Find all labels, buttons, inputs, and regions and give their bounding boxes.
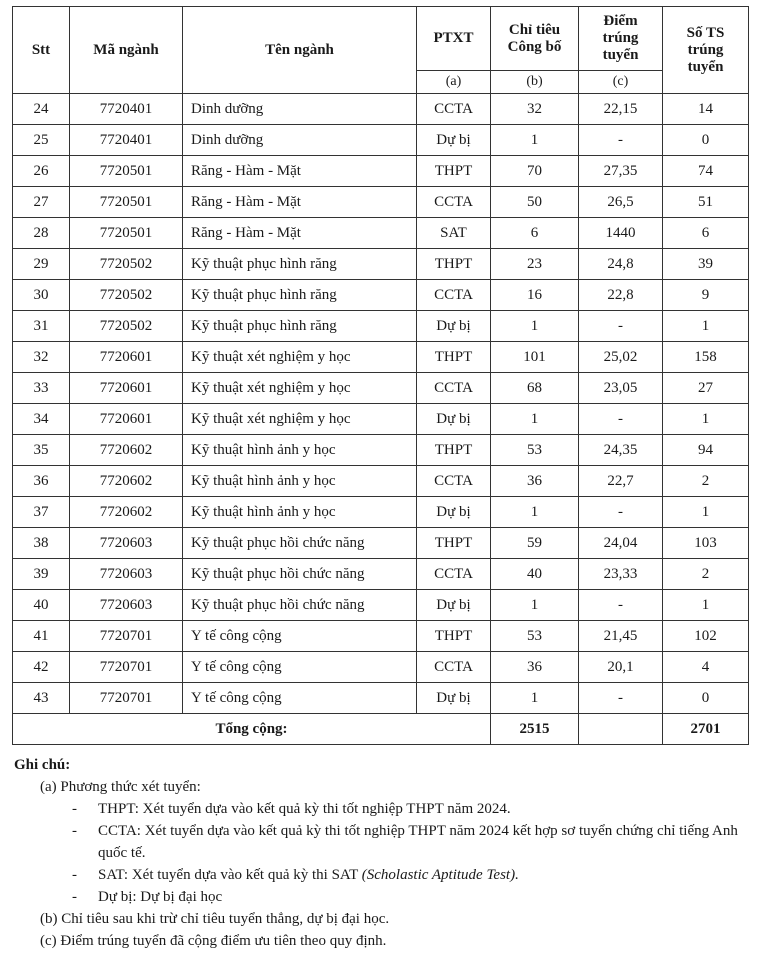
cell-code: 7720401 bbox=[70, 94, 183, 125]
cell-stt: 28 bbox=[13, 218, 70, 249]
cell-admitted: 1 bbox=[663, 590, 749, 621]
cell-stt: 31 bbox=[13, 311, 70, 342]
cell-admitted: 1 bbox=[663, 497, 749, 528]
cell-code: 7720603 bbox=[70, 590, 183, 621]
header-score-line1: Điểm bbox=[603, 13, 638, 29]
cell-score: 23,05 bbox=[579, 373, 663, 404]
cell-code: 7720601 bbox=[70, 373, 183, 404]
cell-stt: 40 bbox=[13, 590, 70, 621]
cell-quota: 1 bbox=[491, 497, 579, 528]
cell-code: 7720701 bbox=[70, 652, 183, 683]
cell-quota: 101 bbox=[491, 342, 579, 373]
table-row bbox=[13, 590, 749, 621]
cell-code: 7720502 bbox=[70, 311, 183, 342]
cell-score: 24,35 bbox=[579, 435, 663, 466]
cell-admitted: 74 bbox=[663, 156, 749, 187]
cell-method: THPT bbox=[417, 528, 491, 559]
total-label: Tổng cộng: bbox=[13, 714, 491, 745]
cell-method: THPT bbox=[417, 249, 491, 280]
cell-code: 7720603 bbox=[70, 559, 183, 590]
cell-code: 7720701 bbox=[70, 683, 183, 714]
cell-score: 26,5 bbox=[579, 187, 663, 218]
cell-quota: 32 bbox=[491, 94, 579, 125]
table-row bbox=[13, 528, 749, 559]
cell-admitted: 1 bbox=[663, 311, 749, 342]
cell-name: Răng - Hàm - Mặt bbox=[183, 156, 417, 187]
cell-quota: 16 bbox=[491, 280, 579, 311]
cell-quota: 6 bbox=[491, 218, 579, 249]
notes-title: Ghi chú: bbox=[14, 757, 71, 773]
cell-name: Kỹ thuật phục hồi chức năng bbox=[183, 590, 417, 621]
cell-quota: 1 bbox=[491, 311, 579, 342]
header-score-sub: (c) bbox=[579, 71, 663, 94]
table-row bbox=[13, 559, 749, 590]
cell-stt: 33 bbox=[13, 373, 70, 404]
cell-admitted: 2 bbox=[663, 559, 749, 590]
table-body bbox=[13, 94, 749, 714]
header-stt: Stt bbox=[13, 7, 70, 94]
cell-name: Kỹ thuật phục hình răng bbox=[183, 249, 417, 280]
header-admitted-line3: tuyển bbox=[687, 58, 724, 75]
table-row bbox=[13, 683, 749, 714]
cell-admitted: 9 bbox=[663, 280, 749, 311]
header-quota-sub: (b) bbox=[491, 71, 579, 94]
cell-stt: 27 bbox=[13, 187, 70, 218]
cell-quota: 50 bbox=[491, 187, 579, 218]
cell-method: THPT bbox=[417, 435, 491, 466]
cell-quota: 53 bbox=[491, 435, 579, 466]
note-a-item-dubi bbox=[14, 886, 759, 908]
cell-name: Răng - Hàm - Mặt bbox=[183, 187, 417, 218]
cell-quota: 59 bbox=[491, 528, 579, 559]
header-admitted-line1: Số TS bbox=[686, 24, 725, 41]
table-row bbox=[13, 125, 749, 156]
table-row bbox=[13, 621, 749, 652]
cell-method: CCTA bbox=[417, 652, 491, 683]
table-row bbox=[13, 187, 749, 218]
cell-method: SAT bbox=[417, 218, 491, 249]
cell-admitted: 2 bbox=[663, 466, 749, 497]
cell-method: CCTA bbox=[417, 187, 491, 218]
cell-name: Kỹ thuật hình ảnh y học bbox=[183, 435, 417, 466]
header-quota-line2: Công bố bbox=[507, 38, 562, 55]
cell-name: Dinh dưỡng bbox=[183, 125, 417, 156]
note-a-item-thpt bbox=[14, 798, 759, 820]
cell-code: 7720602 bbox=[70, 497, 183, 528]
cell-score: 24,8 bbox=[579, 249, 663, 280]
dash-bullet: - bbox=[72, 801, 77, 817]
cell-quota: 1 bbox=[491, 590, 579, 621]
cell-score: 20,1 bbox=[579, 652, 663, 683]
header-score-line3: tuyển bbox=[602, 47, 639, 63]
cell-stt: 26 bbox=[13, 156, 70, 187]
cell-method: Dự bị bbox=[417, 125, 491, 156]
cell-admitted: 103 bbox=[663, 528, 749, 559]
cell-score: 27,35 bbox=[579, 156, 663, 187]
cell-code: 7720501 bbox=[70, 218, 183, 249]
cell-method: Dự bị bbox=[417, 590, 491, 621]
cell-admitted: 0 bbox=[663, 683, 749, 714]
cell-score: 1440 bbox=[579, 218, 663, 249]
cell-name: Y tế công cộng bbox=[183, 621, 417, 652]
cell-stt: 35 bbox=[13, 435, 70, 466]
note-a-item-ccta bbox=[14, 820, 759, 864]
header-admitted-line2: trúng bbox=[687, 41, 724, 58]
header-row bbox=[13, 7, 749, 71]
cell-code: 7720602 bbox=[70, 435, 183, 466]
cell-admitted: 0 bbox=[663, 125, 749, 156]
cell-admitted: 6 bbox=[663, 218, 749, 249]
cell-method: Dự bị bbox=[417, 497, 491, 528]
cell-method: CCTA bbox=[417, 466, 491, 497]
cell-admitted: 158 bbox=[663, 342, 749, 373]
cell-name: Kỹ thuật xét nghiệm y học bbox=[183, 342, 417, 373]
note-a-item-sat bbox=[14, 864, 759, 886]
cell-score: - bbox=[579, 125, 663, 156]
table-row bbox=[13, 280, 749, 311]
table-row bbox=[13, 466, 749, 497]
cell-method: Dự bị bbox=[417, 404, 491, 435]
table-row bbox=[13, 156, 749, 187]
cell-method: THPT bbox=[417, 342, 491, 373]
cell-admitted: 51 bbox=[663, 187, 749, 218]
header-quota bbox=[491, 7, 579, 71]
note-a-item-text bbox=[72, 864, 759, 886]
header-score-line2: trúng bbox=[602, 30, 639, 46]
cell-score: 22,15 bbox=[579, 94, 663, 125]
table-row bbox=[13, 311, 749, 342]
cell-method: Dự bị bbox=[417, 683, 491, 714]
header-method: PTXT bbox=[417, 7, 491, 71]
cell-score: 22,8 bbox=[579, 280, 663, 311]
cell-code: 7720501 bbox=[70, 156, 183, 187]
cell-method: THPT bbox=[417, 621, 491, 652]
cell-admitted: 27 bbox=[663, 373, 749, 404]
dash-bullet: - bbox=[72, 823, 77, 839]
cell-name: Kỹ thuật hình ảnh y học bbox=[183, 497, 417, 528]
cell-score: - bbox=[579, 683, 663, 714]
cell-quota: 1 bbox=[491, 125, 579, 156]
cell-method: CCTA bbox=[417, 373, 491, 404]
cell-score: 23,33 bbox=[579, 559, 663, 590]
table-row bbox=[13, 373, 749, 404]
cell-code: 7720501 bbox=[70, 187, 183, 218]
cell-stt: 41 bbox=[13, 621, 70, 652]
cell-quota: 53 bbox=[491, 621, 579, 652]
cell-admitted: 14 bbox=[663, 94, 749, 125]
cell-stt: 24 bbox=[13, 94, 70, 125]
note-a-item-text: Dự bị: Dự bị đại học bbox=[98, 889, 223, 905]
notes-section bbox=[14, 754, 759, 952]
total-admitted: 2701 bbox=[663, 714, 749, 745]
cell-code: 7720603 bbox=[70, 528, 183, 559]
table-row bbox=[13, 249, 749, 280]
cell-score: 21,45 bbox=[579, 621, 663, 652]
dash-bullet: - bbox=[72, 867, 77, 883]
cell-method: THPT bbox=[417, 156, 491, 187]
sat-text: SAT: Xét tuyển dựa vào kết quả kỳ thi SAT bbox=[98, 867, 358, 883]
cell-stt: 38 bbox=[13, 528, 70, 559]
cell-name: Răng - Hàm - Mặt bbox=[183, 218, 417, 249]
cell-score: 24,04 bbox=[579, 528, 663, 559]
cell-quota: 23 bbox=[491, 249, 579, 280]
cell-score: - bbox=[579, 590, 663, 621]
cell-stt: 32 bbox=[13, 342, 70, 373]
cell-stt: 25 bbox=[13, 125, 70, 156]
total-score-empty bbox=[579, 714, 663, 745]
total-row bbox=[13, 714, 749, 745]
table-row bbox=[13, 218, 749, 249]
cell-code: 7720701 bbox=[70, 621, 183, 652]
note-c: (c) Điểm trúng tuyển đã cộng điểm ưu tiên theo quy định. bbox=[40, 933, 387, 949]
header-score bbox=[579, 7, 663, 71]
cell-name: Kỹ thuật xét nghiệm y học bbox=[183, 373, 417, 404]
cell-quota: 1 bbox=[491, 683, 579, 714]
cell-admitted: 4 bbox=[663, 652, 749, 683]
cell-quota: 70 bbox=[491, 156, 579, 187]
cell-score: - bbox=[579, 311, 663, 342]
cell-code: 7720601 bbox=[70, 404, 183, 435]
cell-name: Kỹ thuật phục hồi chức năng bbox=[183, 559, 417, 590]
cell-stt: 42 bbox=[13, 652, 70, 683]
note-a-item-text: CCTA: Xét tuyển dựa vào kết quả kỳ thi tốt nghiệp THPT năm 2024 kết hợp sơ tuyển chứng chỉ tiếng Anh quốc tế. bbox=[98, 823, 738, 861]
cell-stt: 43 bbox=[13, 683, 70, 714]
header-admitted bbox=[663, 7, 749, 94]
cell-quota: 1 bbox=[491, 404, 579, 435]
admissions-table bbox=[12, 6, 749, 745]
cell-name: Dinh dưỡng bbox=[183, 94, 417, 125]
cell-name: Kỹ thuật xét nghiệm y học bbox=[183, 404, 417, 435]
cell-method: CCTA bbox=[417, 94, 491, 125]
cell-code: 7720601 bbox=[70, 342, 183, 373]
table-row bbox=[13, 94, 749, 125]
cell-stt: 37 bbox=[13, 497, 70, 528]
cell-method: CCTA bbox=[417, 280, 491, 311]
cell-admitted: 39 bbox=[663, 249, 749, 280]
cell-score: - bbox=[579, 497, 663, 528]
cell-admitted: 94 bbox=[663, 435, 749, 466]
total-quota: 2515 bbox=[491, 714, 579, 745]
cell-stt: 36 bbox=[13, 466, 70, 497]
cell-name: Y tế công cộng bbox=[183, 652, 417, 683]
cell-name: Kỹ thuật phục hình răng bbox=[183, 280, 417, 311]
header-quota-line1: Chỉ tiêu bbox=[508, 21, 561, 38]
cell-admitted: 102 bbox=[663, 621, 749, 652]
cell-quota: 68 bbox=[491, 373, 579, 404]
cell-name: Kỹ thuật phục hồi chức năng bbox=[183, 528, 417, 559]
header-method-sub: (a) bbox=[417, 71, 491, 94]
table-row bbox=[13, 342, 749, 373]
header-code: Mã ngành bbox=[70, 7, 183, 94]
cell-method: Dự bị bbox=[417, 311, 491, 342]
cell-name: Y tế công cộng bbox=[183, 683, 417, 714]
cell-stt: 39 bbox=[13, 559, 70, 590]
cell-quota: 36 bbox=[491, 466, 579, 497]
cell-stt: 29 bbox=[13, 249, 70, 280]
note-b: (b) Chỉ tiêu sau khi trừ chỉ tiêu tuyển thẳng, dự bị đại học. bbox=[40, 911, 390, 927]
cell-stt: 34 bbox=[13, 404, 70, 435]
cell-quota: 40 bbox=[491, 559, 579, 590]
cell-score: 25,02 bbox=[579, 342, 663, 373]
note-a-item-text: THPT: Xét tuyển dựa vào kết quả kỳ thi tốt nghiệp THPT năm 2024. bbox=[98, 801, 511, 817]
cell-admitted: 1 bbox=[663, 404, 749, 435]
cell-method: CCTA bbox=[417, 559, 491, 590]
cell-score: - bbox=[579, 404, 663, 435]
table-row bbox=[13, 652, 749, 683]
cell-code: 7720401 bbox=[70, 125, 183, 156]
table-row bbox=[13, 404, 749, 435]
dash-bullet: - bbox=[72, 889, 77, 905]
cell-stt: 30 bbox=[13, 280, 70, 311]
table-row bbox=[13, 435, 749, 466]
sat-italic: (Scholastic Aptitude Test). bbox=[361, 867, 519, 883]
cell-quota: 36 bbox=[491, 652, 579, 683]
cell-score: 22,7 bbox=[579, 466, 663, 497]
header-name: Tên ngành bbox=[183, 7, 417, 94]
cell-name: Kỹ thuật hình ảnh y học bbox=[183, 466, 417, 497]
cell-name: Kỹ thuật phục hình răng bbox=[183, 311, 417, 342]
cell-code: 7720502 bbox=[70, 280, 183, 311]
cell-code: 7720502 bbox=[70, 249, 183, 280]
note-a-intro: (a) Phương thức xét tuyển: bbox=[40, 779, 201, 795]
table-row bbox=[13, 497, 749, 528]
cell-code: 7720602 bbox=[70, 466, 183, 497]
